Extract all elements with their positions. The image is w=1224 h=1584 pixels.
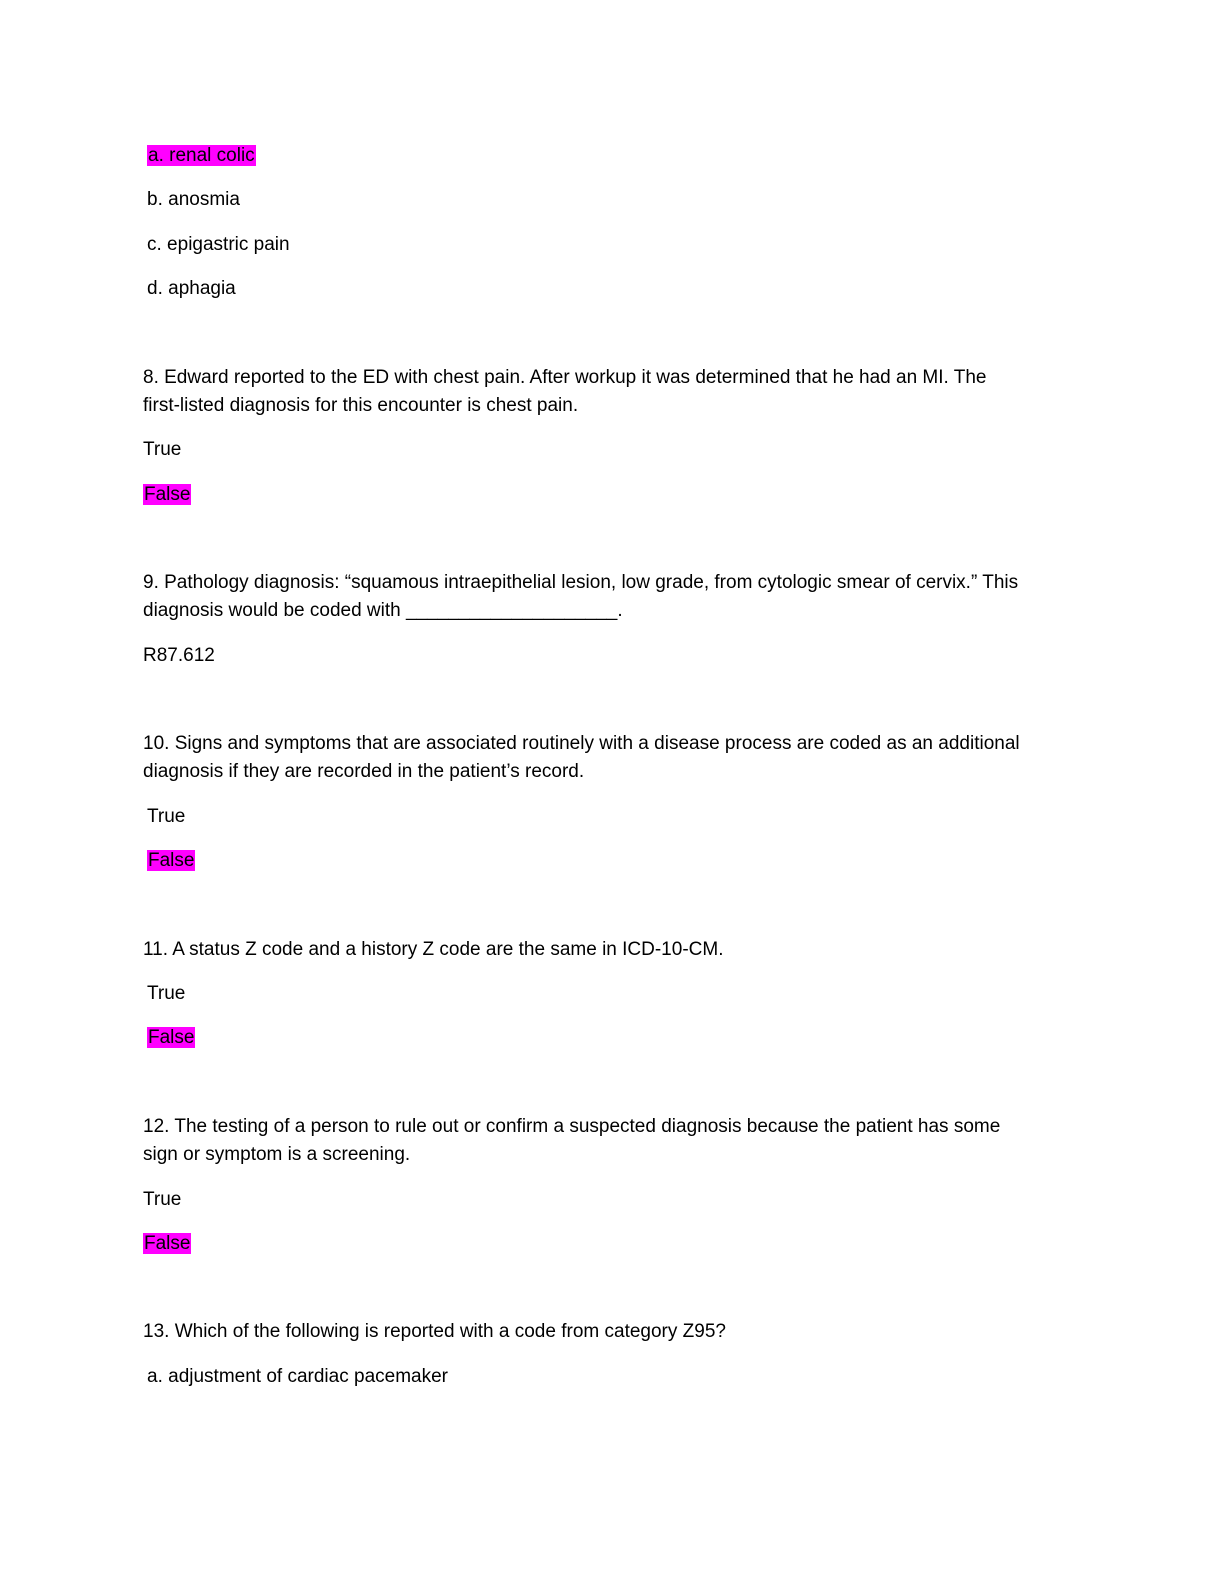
q7-option-b: b. anosmia — [147, 189, 240, 210]
q7-option-a — [147, 142, 256, 170]
q12-option-true: True — [143, 1189, 182, 1210]
q11-option-false — [147, 1024, 195, 1052]
q7-option-c: c. epigastric pain — [147, 234, 290, 255]
answer-highlight: False — [148, 1027, 195, 1048]
q10-option-false — [147, 847, 195, 875]
q11-option-true: True — [147, 983, 186, 1004]
q9-question-line2: diagnosis would be coded with ____________________. — [143, 600, 623, 621]
q12-question-line2: sign or symptom is a screening. — [143, 1144, 411, 1165]
q13-question-line1: 13. Which of the following is reported with a code from category Z95? — [143, 1321, 726, 1342]
q9-answer: R87.612 — [143, 645, 215, 666]
answer-highlight: a. renal colic — [148, 145, 255, 166]
q10-option-true: True — [147, 806, 186, 827]
q7-option-d: d. aphagia — [147, 278, 236, 299]
answer-highlight: False — [148, 850, 195, 871]
q8-question-line1: 8. Edward reported to the ED with chest pain. After workup it was determined that he had an MI. The — [143, 367, 987, 388]
q8-option-false — [143, 481, 191, 509]
q8-question-line2: first-listed diagnosis for this encounter is chest pain. — [143, 395, 579, 416]
q11-question-line1: 11. A status Z code and a history Z code are the same in ICD-10-CM. — [143, 939, 724, 960]
answer-highlight: False — [144, 1233, 191, 1254]
q10-question-line2: diagnosis if they are recorded in the patient’s record. — [143, 761, 585, 782]
q9-question-line1: 9. Pathology diagnosis: “squamous intraepithelial lesion, low grade, from cytologic smear of cervix.” This — [143, 572, 1019, 593]
answer-highlight: False — [144, 484, 191, 505]
q13-option-a: a. adjustment of cardiac pacemaker — [147, 1366, 448, 1387]
q12-option-false — [143, 1230, 191, 1258]
q8-option-true: True — [143, 439, 182, 460]
q10-question-line1: 10. Signs and symptoms that are associated routinely with a disease process are coded as an additional — [143, 733, 1020, 754]
q12-question-line1: 12. The testing of a person to rule out or confirm a suspected diagnosis because the patient has some — [143, 1116, 1001, 1137]
